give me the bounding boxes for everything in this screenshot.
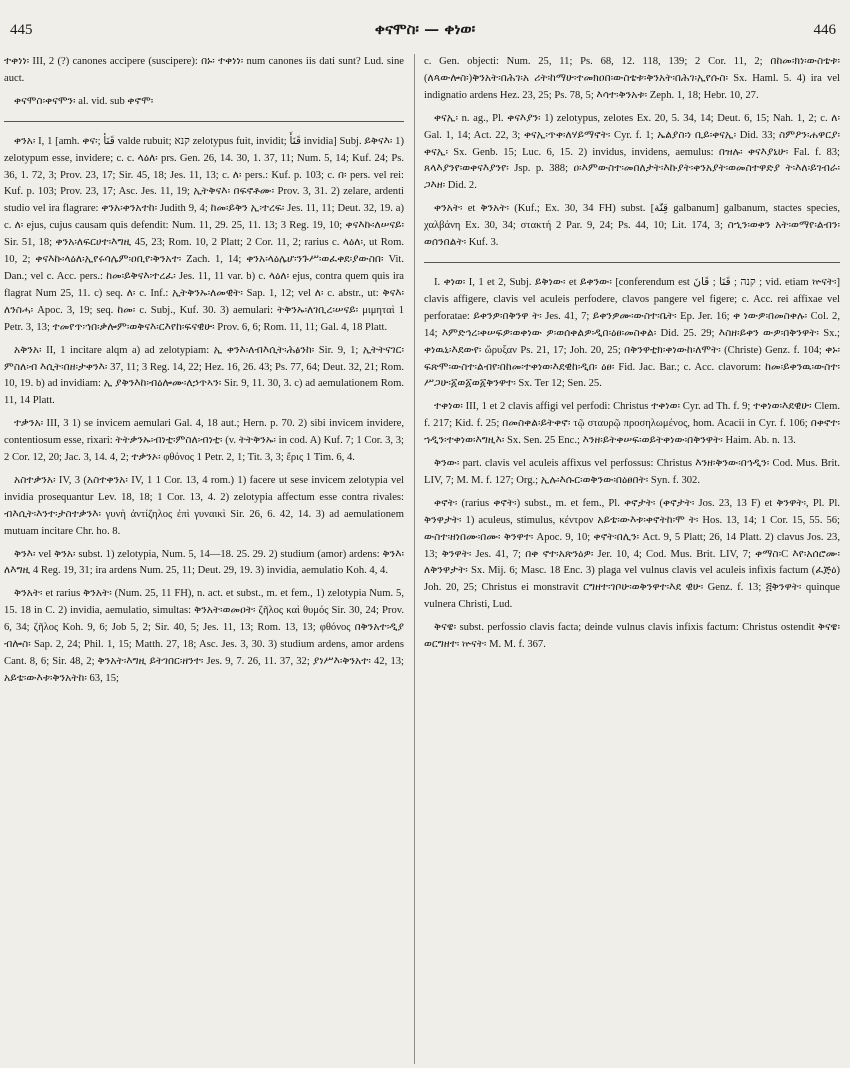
entry-paragraph: አስተቃንአ፡ IV, 3 (አስተቀንአ፡ IV, 1 1 Cor. 13, 4 rom.) 1) facere ut sese invicem zelotypia vel invidia prosequantur Lev. 18, 18; 1 Cor. 13, 4. 2) zelotypia affectum esse contra rivales: ብእሲት፡እንተ፡ታስተቃንእ፡ γυνὴ ἀντίζηλος ἐπὶ γυναικὶ Sir. 26, 6. 42, 14. 3) ad aemulationem mutuam incitare Chr. ho. 8.: [4, 474, 404, 537]
entry-paragraph: አቅንአ፡ II, 1 incitare alqm a) ad zelotypiam: ኢ ቀንእ፡ለብእሲት፡ሕፅንከ፡ Sir. 9, 1; ኢትትናገር፡ምስለ፡ብ እሲት፡በዘ፡ታቀንእ፡ 37, 11; 3 Reg. 14, 22; Hez. 16, 26. 43; Ps. 77, 64; Deut. 32, 21; Rom. 10, 19. b) ad invidiam: ኢ ያቅንእከ፡ብዕሎሙ፡ለኃጥኣን፡ Sir. 9, 11. 30, 3. c) ad aemulationem Rom. 11, 14 Platt.: [4, 344, 404, 407]
entry-paragraph: ቅናዌ፡ subst. perfossio clavis facta; deinde vulnus clavis infixis factum: Christus ostendit ቅናዌ፡ወርግዘተ፡ ኵናት፡ M. M. f. 367.: [424, 622, 840, 651]
entry-paragraph: ቅንው፡ part. clavis vel aculeis affixus vel perfossus: Christus እንዘ፡ቅንው፡በኅዲን፡ Cod. Mus. Brit. LIV, 7; M. M. f. 127; Org.; ኢሉ፡እሱር፡ወቅንው፡በዕፀበት፡ Syn. f. 302.: [424, 458, 840, 486]
left-column: [4, 54, 404, 1064]
entry-paragraph: ቀናኢ፡ n. ag., Pl. ቀናእያን፡ 1) zelotypus, zelotes Ex. 20, 5. 34, 14; Deut. 6, 15; Nah. 1, 2; c. ለ፡ Gal. 1, 14; Act. 22, 3; ቀናኢ፡ጥቀ፡ለሃይማኖት፡ Cyr. f. 1; ኤልያስ፡ነ ቢይ፡ቀናኢ፡ Did. 33; ስምዖን፡ሐዋርያ፡ቀናኢ፡ Sx. Genb. 15; Luc. 6, 15. 2) invidus, invidens, aemulus: በዝሉ፡ ቀናእያኒሁ፡ Fal. f. 83; ጸላእያንየ፡ወቀናእያንየ፡ Jsp. p. 388; ዐ፡እምውስተ፡መበለታት፡እኩያት፡ቀንአያት፡ወመስተዋድያ ት፡እለ፡ይገብራ፡ጋእዘ፡ Did. 2.: [424, 112, 840, 192]
entry-paragraph: ቅንአት፡ et rarius ቅንአት፡ (Num. 25, 11 FH), n. act. et subst., m. et fem., 1) zelotypia Num. 5, 15. 18 in C. 2) invidia, aemulatio, simultas: ቅንአት፡ወመዐት፡ ζῆλος καὶ θυμός Sir. 30, 24; Prov. 6, 34; ζῆλος Koh. 9, 6; Job 5, 2; Sir. 40, 5; Jes. 11, 13; Rom. 13, 13; φθόνος በቅንአተ፡ዲያ ብሎስ፡ Sap. 2, 24; Phil. 1, 15; Matth. 27, 18; Asc. Jes. 3, 30. 3) studium ardens, amor ardens Cant. 8, 6; Sir. 48, 2; ቅንአት፡እግዚ ይትገበር፡ዘንተ፡ Jes. 9, 7. 26, 11. 37, 32; ያነሥእ፡ቅንአተ፡ 42, 13; አይቴ፡ውእቱ፡ቅንአትከ፡ 63, 15;: [4, 588, 404, 684]
entry-paragraph: ቀንአ፡ I, 1 [amh. ቀና፡; قَنَأ valde rubuit; קנא zelotypus fuit, invidit; قَنَأَ invidia] Subj. ይቅናእ፡ 1) zelotypum esse, invidere; c. c. ላዕለ፡ prs. Gen. 26, 14. 30, 1. 37, 11; Num. 5, 14; Kuf. 24; Ps. 36, 1. 72, 3; Prov. 23, 17; Sir. 45, 18; Jes. 11, 13; c. ለ፡ pers.: Kuf. p. 103; c. በ፡ pers. vel rei: Kuf. p. 103; Prov. 23, 17; Asc. Jes. 11, 19; ኢትቅናእ፡ በፍኖቶሙ፡ Prov. 3, 31. 2) zelare, ardenti studio vel ira flagrare: ቀንአ፡ቀንአተከ፡ Judith 9, 4; ከመ፡ይቅን ኢ፡ተረፍ፡ Jes. 11, 11; Deut. 32, 19. a) c. ለ፡ ejus, cujus causam quis defendit: Num. 11, 29. 25, 11. 13; 3 Reg. 19, 10; ቀናእኩ፡ለሠናይ፡ Sir. 51, 18; ቀንአ፡ለፍርሀተ፡እግዚ 45, 23; Rom. 10, 2 Platt; 2 Cor. 11, 2; rarius c. ላዕለ፡, ut Rom. 10, 2; ቀናእኩ፡ላዕለ፡ኢየሩሳሌም፡ዐቢየ፡ቅንአተ፡ Zach. 1, 14; ቀንአ፡ላዕሌሆ፡ንጉሥ፡ወፈቀደ፡ያውስበ፡ Vit. Dan.; vel c. Acc. pers.: ከመ፡ይቅናእ፡ተረፈ፡ Jes. 11, 11 var. b) c. ላዕለ፡ ejus, contra quem quis ira flagrat Num 25, 11. c) seq. ለ፡ c. Inf.: ኢትቅንኡ፡ለመዊት፡ Sap. 1, 12; vel ለ፡ c. abstr., ut: ቅናእ፡ለንስሓ፡ Apoc. 3, 19; seq. ከመ፡ c. Subj., Kuf. 30. 3) aemulari: ትቅንኡ፡ለገቢረ፡ሠናይ፡ μιμηταὶ 1 Petr. 3, 13; ተመየጥ፡ኅበ፡ቃሎም፡ወቅናእ፡ርእየከ፡ፍናዊሁ፡ Prov. 6, 6; Rom. 11, 11; Gal. 4, 18 Platt.: [4, 135, 404, 333]
entry-paragraph: ቀናሞስ፡ቀናሞን፡ al. vid. sub ቀኖሞ፡: [4, 94, 404, 122]
page-header: [0, 0, 850, 48]
entry-paragraph: ቀኖት፡ (rarius ቀኖት፡) subst., m. et fem., Pl. ቀኖታት፡ (ቀኖታት፡ Jos. 23, 13 F) et ቅንዋት፡, Pl. Pl. ቅንዋታት፡ 1) aculeus, stimulus, κέντρον አይቴ፡ውእቱ፡ቀኖትከ፡ሞ ት፡ Hos. 13, 14; 1 Cor. 15, 55. 56; ውስተ፡ዘነበሙ፡በሙ፡ ቅንዋተ፡ Apoc. 9, 10; ቀኖት፡በሊን፡ Act. 9, 5 Platt; 26, 14 Platt. 2) clavus Jos. 23, 13; ቅንዋት፡ Jes. 41, 7; በቀ ኖተ፡አጽንዕዎ፡ Jer. 10, 4; Cod. Mus. Brit. LIV, 7; ቀማስ፡C እየ፡አሰሮሙ፡ለቅንዋታት፡ Sx. Mij. 6; Masc. 18 Enc. 3) plaga vel vulnus clavis vel aculeis infixis factum (ፈጅዕ) Joh. 20, 25; Christus ei monstravit ርግዘተ፡ገቦሁ፡ወቅንዋተ፡እደ ዊሁ፡ Genz. f. 13; ፭ቅንዋት፡ quinque vulnera Christi, Lud.: [424, 497, 840, 611]
column-divider: [414, 54, 415, 1064]
entry-paragraph: c. Gen. objecti: Num. 25, 11; Ps. 68, 12. 118, 139; 2 Cor. 11, 2; በከመ፡ክነ፡ውስቴቱ፡(ለጳውሎስ፡)ቅንአት፡በሕገ፡አ ሪት፡ከማሁ፡ተመክዐበ፡ውስቴቱ፡ቅንአት፡በሕገ፡ኢየሱስ፡ Sx. Haml. 5. 4) ira vel indignatio ardens Hez. 23, 25; Ps. 78, 5; እሳተ፡ቅንአቱ፡ Zeph. 1, 18; Hebr. 10, 27.: [424, 56, 840, 101]
page-number-left: 445: [10, 22, 33, 38]
entry-paragraph: ቀንአት፡ et ቅንአት፡ (Kuf.; Ex. 30, 34 FH) subst. [قِنّة galbanum] galbanum, stactes species, χαλβάνη Ex. 30, 34; στακτή 2 Par. 9, 24; Ps. 44, 10; Lit. 174, 3; ስኂን፡ወቀን አት፡ወማየ፡ልብን፡ወሰንበልት፡ Kuf. 3.: [424, 201, 840, 263]
page-number-right: 446: [813, 22, 836, 38]
entry-paragraph: I. ቀነወ፡ I, 1 et 2, Subj. ይቅነው፡ et ይቀንው፡ [conferendum est קנה ; قَنَا ; قَانَ ; vid. etiam ኵናት፡] clavis affigere, clavis vel aculeis perfodere, clavos pangere vel figere; c. Acc. rei affixae vel perforatae: ይቀንዎ፡በቅንዋ ት፡ Jes. 41, 7; ይቀንዎሙ፡ውስተ፡ቤት፡ Ep. Jer. 16; ቀ ነውዎ፡በመስቀሉ፡ Col. 2, 14; እምድኅረ፡ቀሠፍዎ፡ወቀነው ዎ፡ወሰቀልዎ፡ዲበ፡ዕፀ፡መስቀል፡ Did. 25. 29; እስዘ፡ይቀን ውዎ፡በቅንዋት፡ Sx.; ቀነዉኒ፡እደውየ፡ ὤρυξαν Ps. 21, 17; Joh. 20, 25; በቅንዋቲክ፡ቀነውከ፡ለሞት፡ (Christe) Genz. f. 104; ቀኑ፡ፍጽሞ፡ውስተ፡ልብየ፡በከመ፡ተቀነወ፡እደዊከ፡ዲበ፡ ዕፀ፡ Fid. Jac. Bar.; c. Acc. clavorum: ከመ፡ይቀንዉ፡ውስተ፡ ሥጋሁ፡፩ወ፩ወ፩ቅንዋተ፡ Sx. Ter 12; Sen. 25.: [424, 276, 840, 390]
running-head: ቀናሞስ፡ — ቀነወ፡: [374, 20, 476, 38]
entry-paragraph: ቅንእ፡ vel ቅንአ፡ subst. 1) zelotypia, Num. 5, 14—18. 25. 29. 2) studium (amor) ardens: ቅንእ፡ለእግዚ 4 Reg. 19, 31; ira ardens Num. 25, 11; Deut. 29, 19. 3) invidia, aemulatio Koh. 4, 4.: [4, 548, 404, 577]
entry-paragraph: ተቀነወ፡ III, 1 et 2 clavis affigi vel perfodi: Christus ተቀነወ፡ Cyr. ad Th. f. 9; ተቀነወ፡እደዊሁ፡ Clem. f. 217; Kid. f. 25; በመስቀል፡ይትቀኖ፡ τῷ σταυρῷ προσηλωμένος, hom. Acacii in Cyr. f. 106; በቀኖተ፡ኀዲን፡ተቀነወ፡እግዚእ፡ Sx. Sen. 25 Enc.; እንዘ፡ይትቀሠፍ፡ወይትቀነው፡በቅንዋት፡ Haim. Ab. n. 13.: [424, 401, 840, 447]
entry-paragraph: ተቃንአ፡ III, 3 1) se invicem aemulari Gal. 4, 18 aut.; Hern. p. 70. 2) sibi invicem invidere, contentiosum esse, rixari: ትትቃንኡ፡ብነቲ፡ምስለ፡ብነቲ፡ (v. ትትቅንኡ፡ in cod. A) Kuf. 7; 1 Cor. 3, 3; 2 Cor. 12, 20; Jac. 3, 14. 4, 2; ተቃንኦ፡ φθόνος 1 Petr. 2, 1; Tit. 3, 3; ἔρις 1 Tim. 6, 4.: [4, 418, 404, 464]
entry-paragraph: ተቀነነ፡ III, 2 (?) canones accipere (suscipere): በኑ፡ ተቀነነ፡ num canones iis dati sunt? Lud. sine auct.: [4, 56, 404, 84]
right-column: [424, 54, 840, 1064]
